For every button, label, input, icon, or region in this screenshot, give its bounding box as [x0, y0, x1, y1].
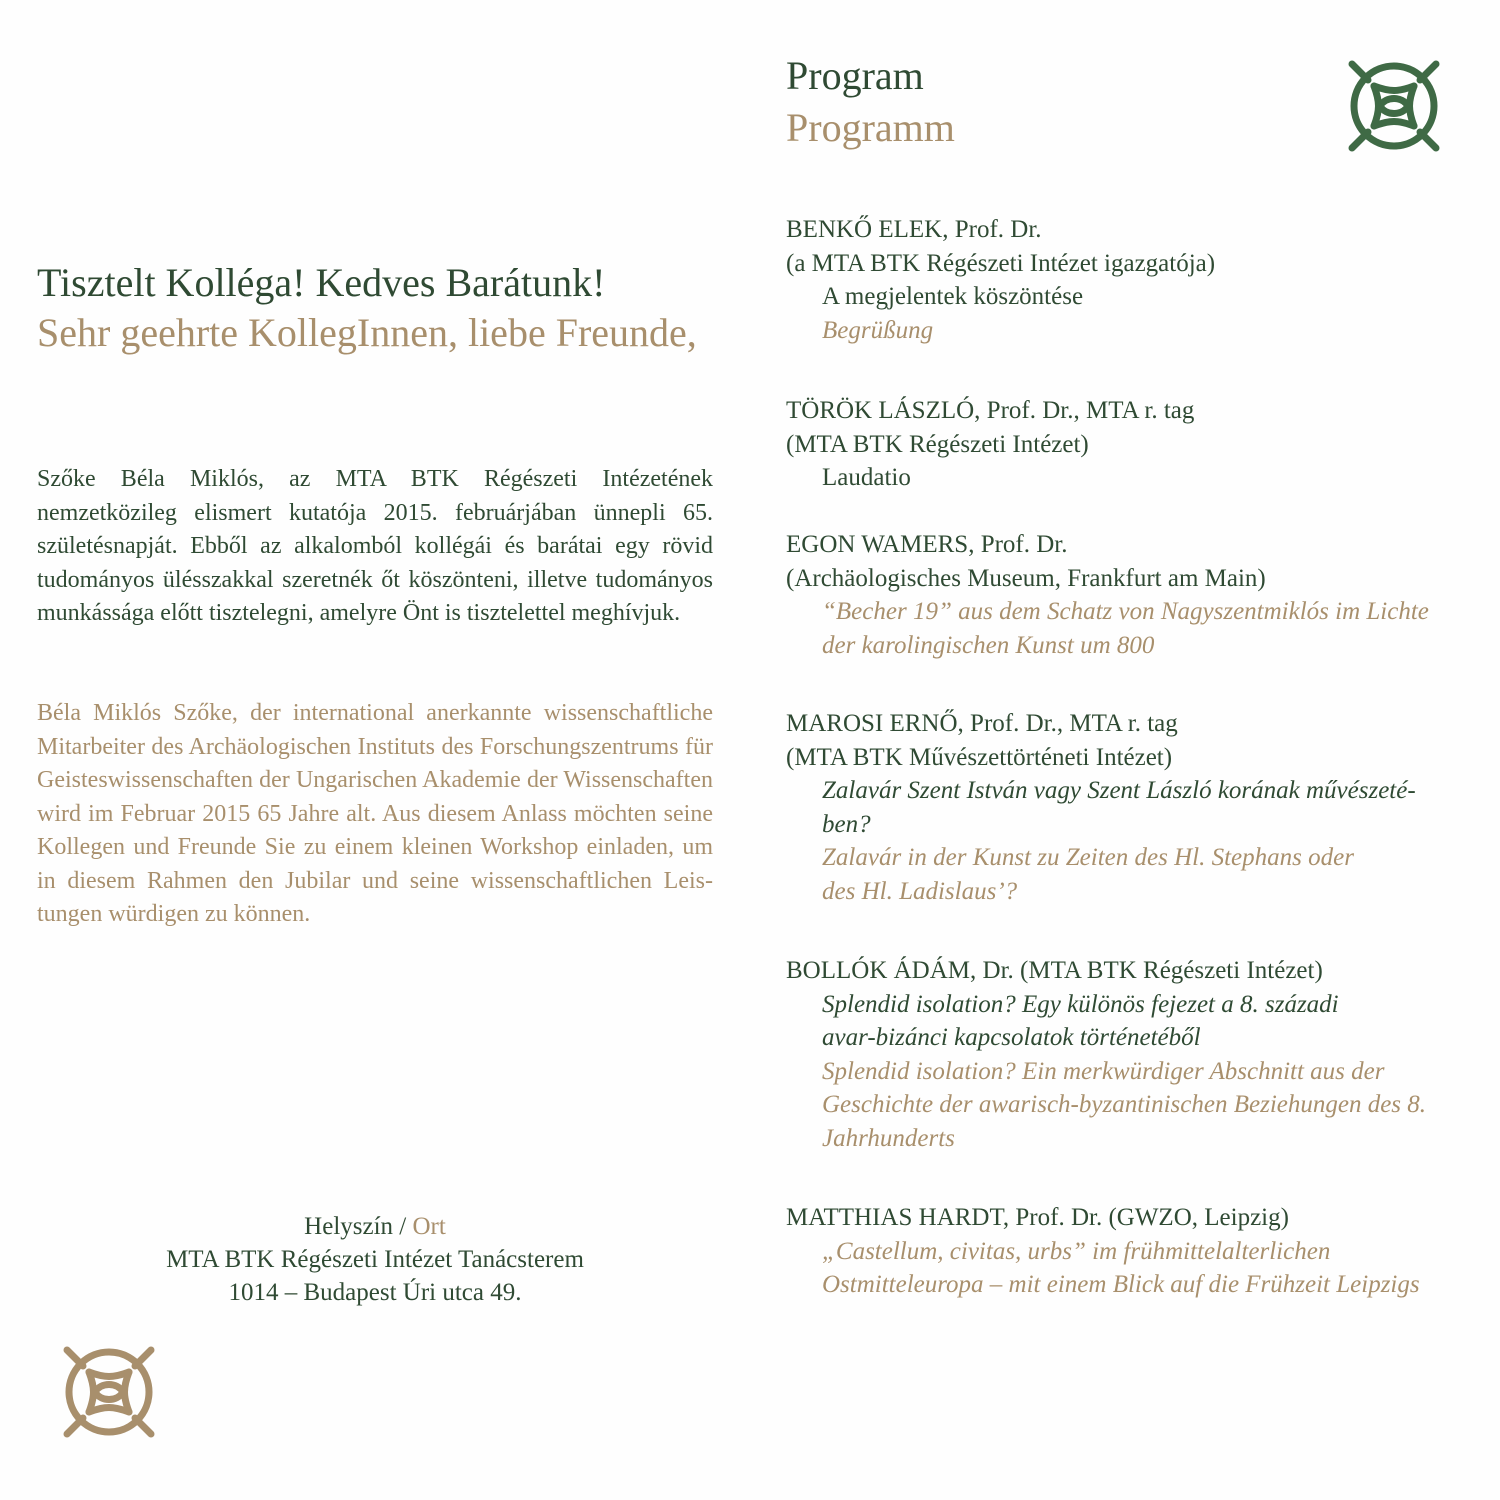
program-entry — [786, 394, 1476, 495]
talk-title-de-line: Geschichte der awarisch-byzantinischen Beziehungen des 8. — [822, 1091, 1427, 1118]
affiliation: (MTA BTK Művészettörténeti Intézet) — [786, 743, 1173, 771]
program-entry — [786, 954, 1476, 1155]
location-separator: / — [393, 1213, 413, 1240]
knot-emblem-icon — [55, 1338, 163, 1446]
program-entry — [786, 707, 1476, 908]
speaker: MATTHIAS HARDT, Prof. Dr. (GWZO, Leipzig) — [786, 1204, 1289, 1231]
affiliation: (a MTA BTK Régészeti Intézet igazgatója) — [786, 249, 1216, 277]
program-entry — [786, 1201, 1476, 1302]
intro-paragraph-hu: Szőke Béla Miklós, az MTA BTK Régészeti Intézetének nemzetközileg elismert kutatója 2015. februárjában ünnepli 65. születésnapját. Ebből az alkalomból kollégái és barátai egy rövid tudományos ülésszakkal szeretnék őt köszönteni, illetve tudományos munkássága előtt tisztelegni, amelyre Önt is tisztelettel meghívjuk. — [37, 466, 713, 626]
location-address: 1014 – Budapest Úri utca 49. — [228, 1279, 522, 1306]
talk-title-hu-line: ben? — [822, 810, 871, 838]
speaker: EGON WAMERS, Prof. Dr. — [786, 531, 1068, 558]
talk-title-hu-line: Zalavár Szent István vagy Szent László korának művészeté- — [822, 777, 1416, 804]
program-title-hu: Program — [786, 53, 924, 98]
speaker: TÖRÖK LÁSZLÓ, Prof. Dr., MTA r. tag — [786, 397, 1195, 424]
talk-title-de-line: Ostmitteleuropa – mit einem Blick auf die Frühzeit Leipzigs — [822, 1271, 1420, 1298]
intro-paragraph-de: Béla Miklós Szőke, der international anerkannte wissenschaftliche Mitarbeiter des Archäologischen Instituts des Forschungszentrums für Geisteswissenschaften der Ungarischen Akademie der Wissenschaften wird im Februar 2015 65 Jahre alt. Aus diesem Anlass möchten seine Kollegen und Freunde Sie zu einem kleinen Workshop einladen, um in diesem Rahmen den Jubilar und seine wissenschaftlichen Leistungen würdigen zu können. — [37, 700, 713, 927]
talk-title-de-line: Zalavár in der Kunst zu Zeiten des Hl. Stephans oder — [822, 844, 1354, 871]
program-entry — [786, 213, 1476, 347]
program-title — [786, 50, 955, 154]
talk-title-hu-line: Splendid isolation? Egy különös fejezet a 8. századi — [822, 990, 1339, 1018]
location-label-hu: Helyszín — [304, 1213, 394, 1240]
location-block — [100, 1210, 650, 1309]
speaker: BENKŐ ELEK, Prof. Dr. — [786, 216, 1042, 243]
program-title-de: Programm — [786, 105, 955, 150]
speaker: BOLLÓK ÁDÁM, Dr. (MTA BTK Régészeti Intézet) — [786, 957, 1323, 984]
talk-title-de-line: des Hl. Ladislaus’? — [822, 877, 1018, 905]
affiliation: (MTA BTK Régészeti Intézet) — [786, 430, 1089, 458]
location-label-de: Ort — [412, 1213, 446, 1240]
talk-title-de-line: Jahrhunderts — [822, 1124, 955, 1152]
location-venue: MTA BTK Régészeti Intézet Tanácsterem — [166, 1246, 584, 1273]
talk-title-de-line: der karolingischen Kunst um 800 — [822, 631, 1155, 659]
talk-title-de-line: “Becher 19” aus dem Schatz von Nagyszentmiklós im Lichte — [822, 598, 1429, 625]
knot-emblem-icon — [1340, 52, 1448, 160]
location-label — [100, 1210, 650, 1243]
greeting-hu: Tisztelt Kolléga! Kedves Barátunk! — [37, 260, 606, 305]
affiliation: (Archäologisches Museum, Frankfurt am Main) — [786, 564, 1266, 592]
talk-title-de-line: „Castellum, civitas, urbs” im frühmittelalterlichen — [822, 1237, 1331, 1265]
program-entry — [786, 528, 1476, 662]
talk-title-de-line: Splendid isolation? Ein merkwürdiger Abschnitt aus der — [822, 1057, 1385, 1085]
greeting-de: Sehr geehrte KollegInnen, liebe Freunde, — [37, 310, 697, 355]
speaker: MAROSI ERNŐ, Prof. Dr., MTA r. tag — [786, 710, 1178, 737]
talk-title-de: Begrüßung — [822, 316, 934, 344]
talk-title-hu-line: avar-bizánci kapcsolatok történetéből — [822, 1024, 1201, 1051]
talk-title-hu: A megjelentek köszöntése — [822, 283, 1084, 310]
greeting — [37, 258, 737, 358]
talk-title-hu: Laudatio — [822, 464, 911, 491]
